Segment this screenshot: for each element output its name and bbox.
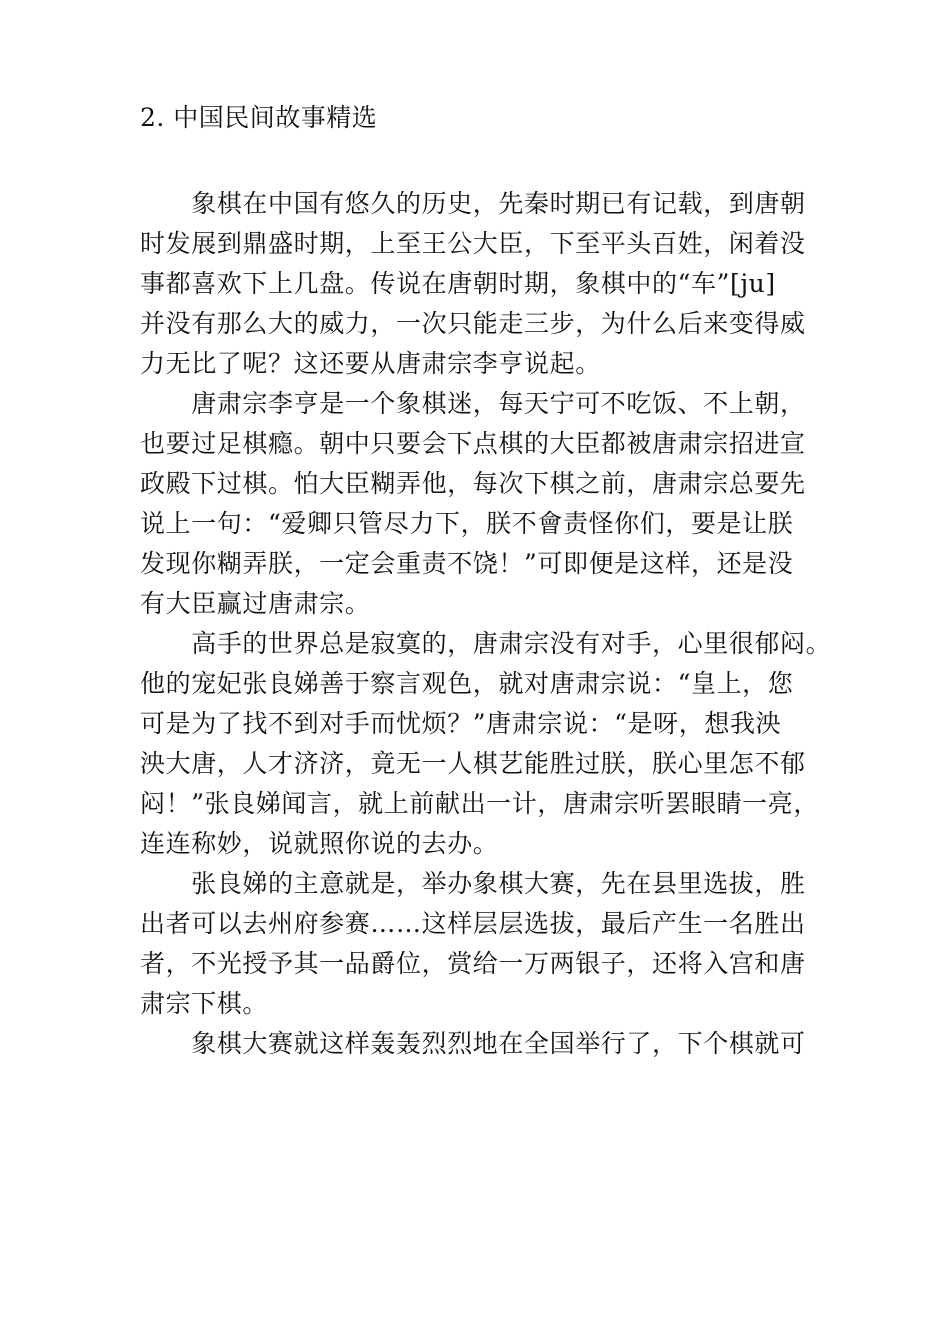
- text-line: 张良娣的主意就是，举办象棋大赛，先在县里选拔，胜: [140, 869, 806, 898]
- text-line: 发现你糊弄朕，一定会重责不饶！”可即便是这样，还是没: [140, 549, 794, 578]
- text-line: 说上一句：“爱卿只管尽力下，朕不會责怪你们，要是让朕: [140, 509, 794, 538]
- text-line: 政殿下过棋。怕大臣糊弄他，每次下棋之前，唐肃宗总要先: [140, 469, 806, 498]
- text-line: 他的宠妃张良娣善于察言观色，就对唐肃宗说：“皇上，您: [140, 669, 794, 698]
- text-line: 者，不光授予其一品爵位，赏给一万两银子，还将入宫和唐: [140, 949, 806, 978]
- text-line: 出者可以去州府参赛……这样层层选拔，最后产生一名胜出: [140, 909, 806, 938]
- text-line: 高手的世界总是寂寞的，唐肃宗没有对手，心里很郁闷。: [140, 629, 832, 658]
- text-line: 力无比了呢？这还要从唐肃宗李亨说起。: [140, 349, 601, 378]
- text-line: 事都喜欢下上几盘。传说在唐朝时期，象棋中的“车”[ju]: [140, 269, 776, 298]
- text-line: 时发展到鼎盛时期，上至王公大臣，下至平头百姓，闲着没: [140, 229, 806, 258]
- section-heading: 2. 中国民间故事精选: [140, 103, 378, 132]
- text-line: 连连称妙，说就照你说的去办。: [140, 829, 499, 858]
- text-line: 肃宗下棋。: [140, 989, 269, 1018]
- text-line: 唐肃宗李亨是一个象棋迷，每天宁可不吃饭、不上朝，: [140, 389, 806, 418]
- text-line: 有大臣赢过唐肃宗。: [140, 589, 371, 618]
- text-line: 泱大唐，人才济济，竟无一人棋艺能胜过朕，朕心里怎不郁: [140, 749, 806, 778]
- text-line: 并没有那么大的威力，一次只能走三步，为什么后来变得威: [140, 309, 806, 338]
- text-line: 可是为了找不到对手而忧烦？”唐肃宗说：“是呀，想我泱: [140, 709, 782, 738]
- text-line: 象棋在中国有悠久的历史，先秦时期已有记载，到唐朝: [140, 189, 806, 218]
- text-line: 象棋大赛就这样轰轰烈烈地在全国举行了，下个棋就可: [140, 1029, 806, 1058]
- text-line: 也要过足棋瘾。朝中只要会下点棋的大臣都被唐肃宗招进宣: [140, 429, 806, 458]
- text-line: 闷！”张良娣闻言，就上前献出一计，唐肃宗听罢眼睛一亮，: [140, 789, 819, 818]
